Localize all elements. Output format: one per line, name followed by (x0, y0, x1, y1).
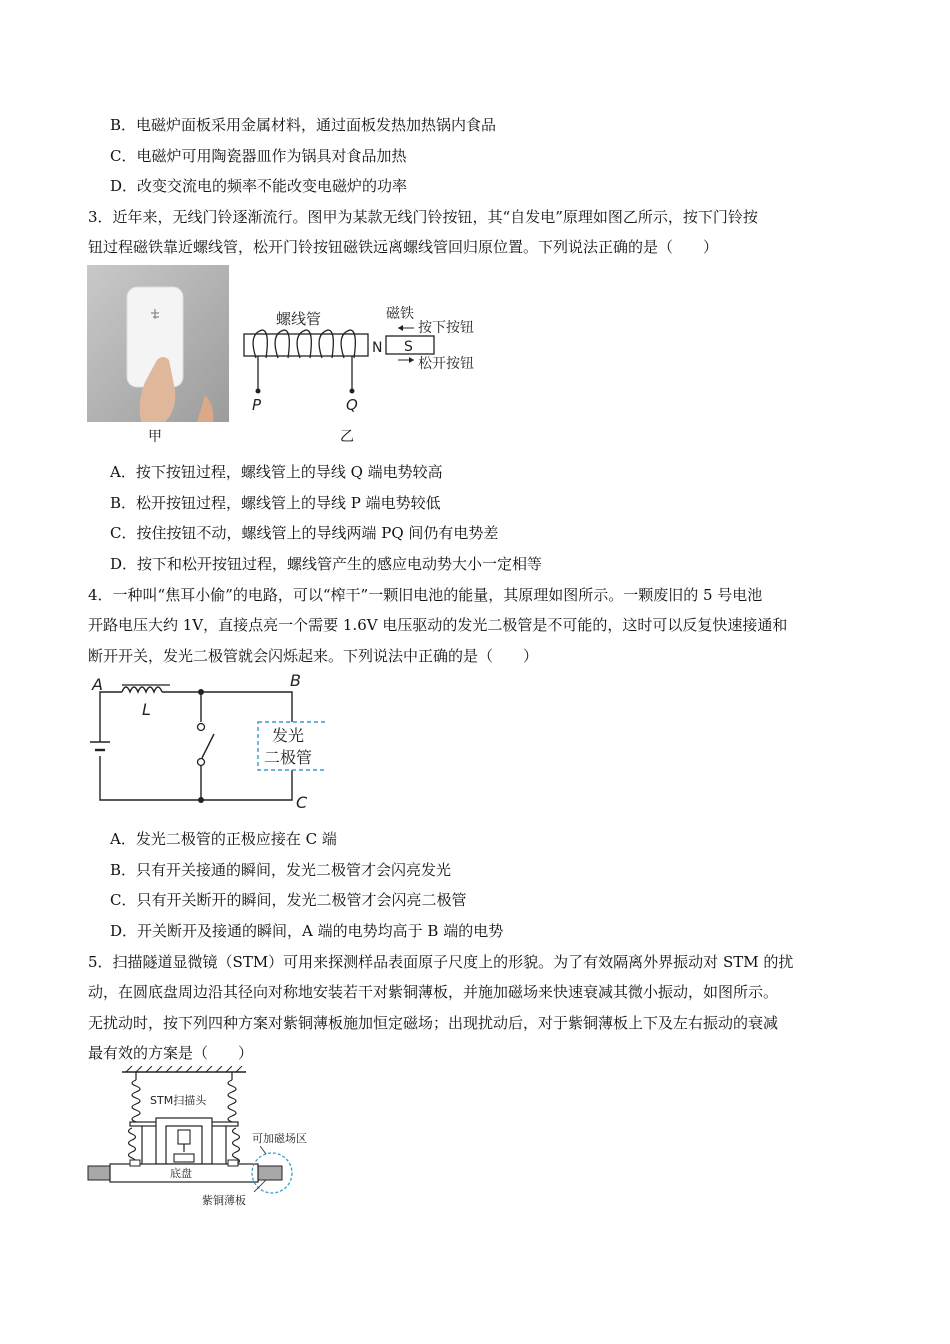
q4-option-a: A．发光二极管的正极应接在 C 端 (110, 830, 337, 848)
q4-stem-line1: 4．一种叫“焦耳小偷”的电路，可以“榨干”一颗旧电池的能量，其原理如图所示。一颗废旧的 5 号电池 (88, 586, 763, 604)
q3-option-d: D．按下和松开按钮过程，螺线管产生的感应电动势大小一定相等 (110, 555, 543, 573)
q3-figure-b-diagram (238, 298, 498, 423)
q3-figure-a-photo (87, 265, 229, 422)
base-label: 底盘 (170, 1167, 192, 1180)
q4-stem-line3: 断开开关，发光二极管就会闪烁起来。下列说法中正确的是（ ） (88, 647, 539, 665)
q3-stem-line2: 钮过程磁铁靠近螺线管，松开门铃按钮磁铁远离螺线管回归原位置。下列说法正确的是（ ） (88, 238, 719, 256)
q4-option-b: B．只有开关接通的瞬间，发光二极管才会闪亮发光 (110, 861, 452, 879)
release-label: 松开按钮 (418, 356, 474, 372)
q3-option-a: A．按下按钮过程，螺线管上的导线 Q 端电势较高 (110, 463, 443, 481)
terminal-p: P (252, 396, 262, 414)
q4-option-c: C．只有开关断开的瞬间，发光二极管才会闪亮二极管 (110, 891, 467, 909)
terminal-q: Q (346, 396, 358, 414)
q3-option-b: B．松开按钮过程，螺线管上的导线 P 端电势较低 (110, 494, 441, 512)
q4-stem-line2: 开路电压大约 1V，直接点亮一个需要 1.6V 电压驱动的发光二极管是不可能的，这时可以反复快速接通和 (88, 616, 788, 634)
solenoid-label: 螺线管 (276, 310, 322, 328)
press-label: 按下按钮 (418, 320, 474, 336)
pole-n: N (372, 340, 383, 356)
magnet-label: 磁铁 (386, 306, 414, 322)
q3-option-c: C．按住按钮不动，螺线管上的导线两端 PQ 间仍有电势差 (110, 524, 499, 542)
q4-circuit-diagram (86, 670, 326, 815)
inductor-label: L (142, 700, 151, 719)
led-label-1: 发光 (272, 726, 305, 745)
q3-caption-b: 乙 (340, 429, 354, 445)
q5-stem-line3: 无扰动时，按下列四种方案对紫铜薄板施加恒定磁场；出现扰动后，对于紫铜薄板上下及左右振动的衰减 (88, 1014, 779, 1032)
q5-stem-line2: 动，在圆底盘周边沿其径向对称地安装若干对紫铜薄板，并施加磁场来快速衰减其微小振动，如图所示。 (88, 983, 779, 1001)
copper-plate-label: 紫铜薄板 (202, 1194, 246, 1207)
q4-option-d: D．开关断开及接通的瞬间，A 端的电势均高于 B 端的电势 (110, 922, 504, 940)
node-c: C (296, 793, 308, 812)
magnet-zone-label: 可加磁场区 (252, 1132, 307, 1145)
q2-option-d: D．改变交流电的频率不能改变电磁炉的功率 (110, 177, 408, 195)
q2-option-c: C．电磁炉可用陶瓷器皿作为锅具对食品加热 (110, 147, 407, 165)
led-label-2: 二极管 (264, 748, 313, 767)
q3-stem-line1: 3．近年来，无线门铃逐渐流行。图甲为某款无线门铃按钮，其“自发电”原理如图乙所示，按下门铃按 (88, 208, 758, 226)
node-a: A (92, 675, 103, 694)
node-b: B (290, 671, 301, 690)
q5-stem-line4: 最有效的方案是（ ） (88, 1044, 254, 1062)
q2-option-b: B．电磁炉面板采用金属材料，通过面板发热加热锅内食品 (110, 116, 497, 134)
q5-stem-line1: 5．扫描隧道显微镜（STM）可用来探测样品表面原子尺度上的形貌。为了有效隔离外界振动对 STM 的扰 (88, 953, 794, 971)
stm-head-label: STM扫描头 (150, 1094, 207, 1107)
arrow-left-icon (398, 325, 403, 331)
inductor-icon (122, 687, 162, 692)
arrow-right-icon (409, 357, 414, 363)
q3-caption-a: 甲 (148, 429, 162, 445)
pole-s: S (404, 339, 413, 355)
switch-icon (202, 734, 214, 758)
q5-stm-diagram (86, 1066, 326, 1210)
